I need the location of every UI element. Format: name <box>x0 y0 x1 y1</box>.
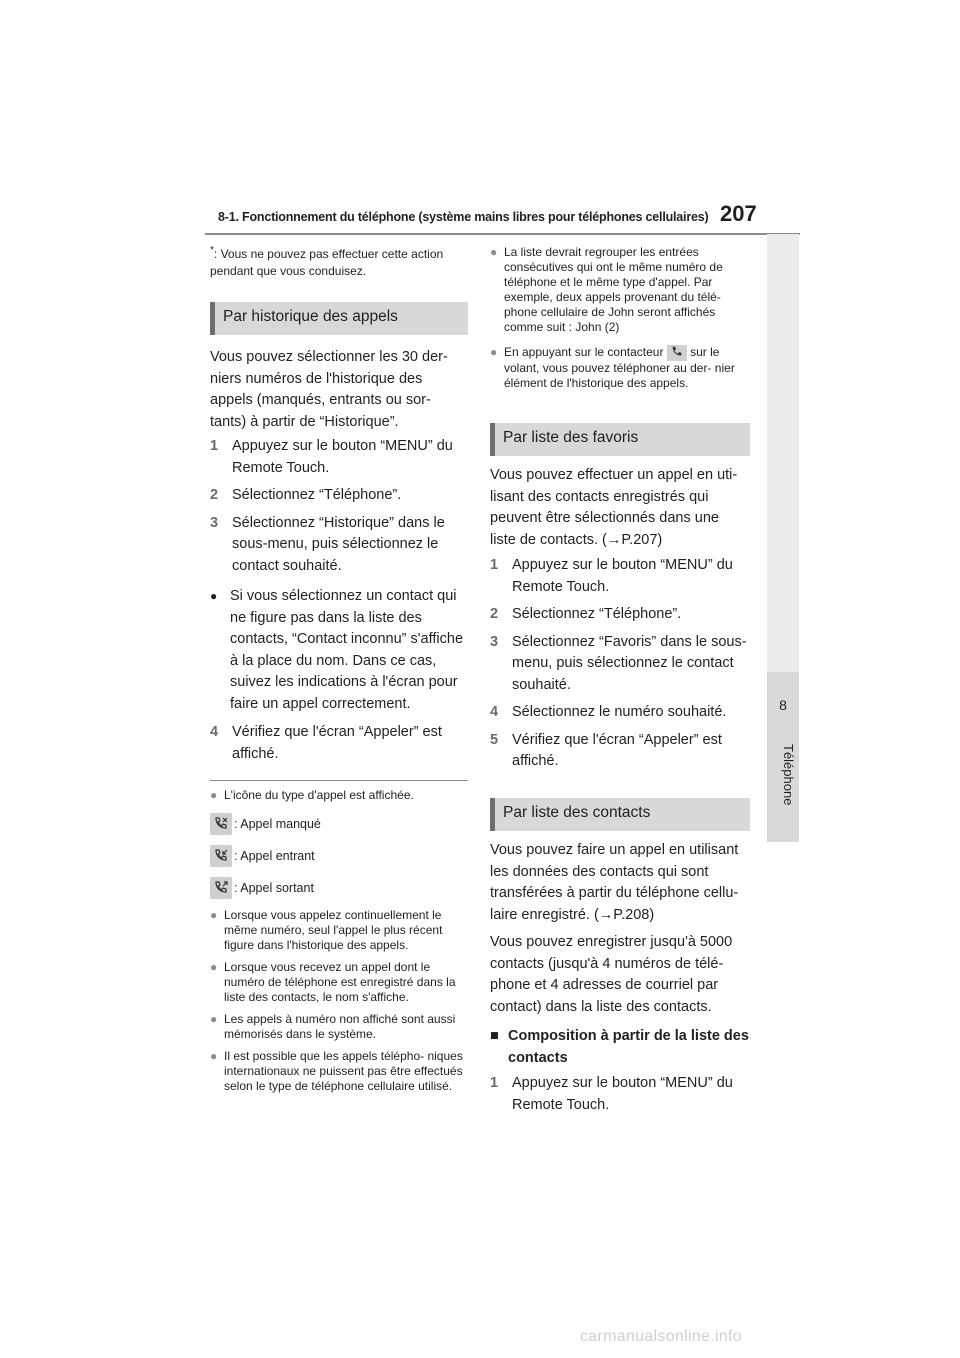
phone-switch-icon <box>667 345 687 361</box>
bullet-dot-icon: ● <box>490 245 498 259</box>
section-header: 8-1. Fonctionnement du téléphone (système mains libres pour téléphones cellulaires) <box>218 210 709 224</box>
bullet-dot-icon: ● <box>490 345 498 359</box>
bullet-dot-icon: ● <box>210 908 218 922</box>
side-tab-number: 8 <box>779 697 787 713</box>
note-unknown-contact <box>210 586 468 715</box>
historique-steps <box>210 436 468 577</box>
favoris-intro: Vous pouvez effectuer un appel en uti- lisant des contacts enregistrés qui peuvent être sélectionnés dans une liste de contacts. (→P.207) <box>490 467 738 548</box>
step-text: Vérifiez que l'écran “Appeler” est affiché. <box>232 724 442 762</box>
call-type-icons <box>210 812 470 900</box>
subheading-text: Composition à partir de la liste des contacts <box>508 1028 749 1066</box>
step-item <box>490 632 750 697</box>
bullet-text: Lorsque vous appelez continuellement le même numéro, seul l'appel le plus récent figure dans l'historique des appels. <box>224 908 443 952</box>
step-item <box>210 436 468 479</box>
step-text: Sélectionnez “Téléphone”. <box>232 487 402 503</box>
bullet-text: Les appels à numéro non affiché sont aussi mémorisés dans le système. <box>224 1012 456 1041</box>
step-item <box>490 604 750 626</box>
footnote-mark: * <box>210 245 214 256</box>
bullet-text: L'icône du type d'appel est affichée. <box>224 788 414 802</box>
step-text: Sélectionnez le numéro souhaité. <box>512 704 727 720</box>
step-number: 5 <box>490 731 499 748</box>
bullet-text: La liste devrait regrouper les entrées consécutives qui ont le même numéro de téléphone et le même type d'appel. Par exemple, deux appels provenant du télé- phone cellulaire de John seront affichés comme suit : John (2) <box>504 245 723 334</box>
bullet-dot-icon: ● <box>210 589 218 603</box>
step-item <box>490 555 750 598</box>
contacts-intro-1: Vous pouvez faire un appel en utilisant les données des contacts qui sont transférées à partir du téléphone cellu- laire enregistré. (→P.208) <box>490 842 739 923</box>
bullet-dot-icon: ● <box>210 1049 218 1063</box>
bullet-text: Lorsque vous recevez un appel dont le numéro de téléphone est enregistré dans la liste des contacts, le nom s'affiche. <box>224 960 456 1004</box>
step-item <box>210 722 468 765</box>
bullet-text: Il est possible que les appels télépho- niques internationaux ne puissent pas être effectués selon le type de téléphone cellulaire utilisé. <box>224 1049 463 1093</box>
step-number: 3 <box>490 633 499 650</box>
side-tab-label: Téléphone <box>781 744 796 806</box>
call-type-row <box>210 844 470 868</box>
bullet-dot-icon: ● <box>210 960 218 974</box>
bullet-dot-icon: ● <box>210 1012 218 1026</box>
bullet-text <box>504 345 752 391</box>
step-text: Appuyez sur le bouton “MENU” du Remote Touch. <box>512 1075 733 1113</box>
step-text: Sélectionnez “Historique” dans le sous-menu, puis sélectionnez le contact souhaité. <box>232 514 445 574</box>
subheading <box>490 1026 752 1069</box>
outgoing-call-icon <box>210 877 232 899</box>
call-type-label: : Appel sortant <box>234 881 314 895</box>
step-item <box>490 730 750 773</box>
step-item <box>490 1073 750 1116</box>
list-item <box>210 1049 468 1094</box>
contacts-intro-2: Vous pouvez enregistrer jusqu'à 5000 contacts (jusqu'à 4 numéros de télé- phone et 4 adresses de courriel par contact) dans la liste des contacts. <box>490 934 733 1015</box>
step-text: Vérifiez que l'écran “Appeler” est affiché. <box>512 731 722 769</box>
step-item <box>490 702 750 724</box>
call-type-row <box>210 876 470 900</box>
step-number: 1 <box>490 1075 499 1091</box>
incoming-call-icon <box>210 845 232 867</box>
square-bullet-icon: ■ <box>490 1028 499 1044</box>
list-item <box>210 1012 468 1042</box>
bullet-text-pre: En appuyant sur le contacteur <box>504 345 664 360</box>
step-number: 1 <box>210 438 219 454</box>
note-text: Si vous sélectionnez un contact qui ne figure pas dans la liste des contacts, “Contact inconnu” s'affiche à la place du nom. Dans ce cas, suivez les indications à l'écran pour faire un appel correctement. <box>230 588 464 712</box>
section-title-favoris: Par liste des favoris <box>490 423 750 456</box>
step-number: 2 <box>210 487 219 503</box>
call-type-row <box>210 812 470 836</box>
page-number: 207 <box>720 201 757 226</box>
call-type-label: : Appel manqué <box>234 817 321 831</box>
notes-divider <box>210 780 468 781</box>
call-type-label: : Appel entrant <box>234 849 315 863</box>
bullet-text-post: sur le volant, vous pouvez téléphoner au der- nier élément de l'historique des appels. <box>504 345 735 390</box>
footnote <box>210 242 470 280</box>
section-title-contacts: Par liste des contacts <box>490 798 750 831</box>
step-item <box>210 513 468 578</box>
list-item <box>210 788 470 803</box>
step-number: 2 <box>490 606 499 622</box>
step-number: 1 <box>490 557 499 573</box>
list-item <box>490 345 752 391</box>
step-text: Appuyez sur le bouton “MENU” du Remote Touch. <box>232 438 453 476</box>
section-title-historique: Par historique des appels <box>210 302 468 335</box>
missed-call-icon <box>210 813 232 835</box>
watermark: carmanualsonline.info <box>580 1328 742 1345</box>
right-bullets <box>490 245 752 391</box>
step-number: 4 <box>210 724 219 740</box>
step-number: 3 <box>210 514 219 531</box>
historique-intro: Vous pouvez sélectionner les 30 der- niers numéros de l'historique des appels (manqués, entrants ou sor- tants) à partir de “Historique”. <box>210 349 448 430</box>
header-divider <box>205 233 800 235</box>
historique-bullets <box>210 908 468 1094</box>
side-tab-track <box>767 234 799 672</box>
step-item <box>210 485 468 507</box>
favoris-steps <box>490 555 750 773</box>
step-text: Appuyez sur le bouton “MENU” du Remote Touch. <box>512 557 733 595</box>
step-text: Sélectionnez “Téléphone”. <box>512 606 682 622</box>
footnote-text: : Vous ne pouvez pas effectuer cette action pendant que vous conduisez. <box>210 247 444 278</box>
bullet-dot-icon: ● <box>210 788 218 802</box>
step-text: Sélectionnez “Favoris” dans le sous-menu, puis sélectionnez le contact souhaité. <box>512 633 747 693</box>
list-item <box>210 908 468 953</box>
list-item <box>490 245 752 335</box>
step-number: 4 <box>490 704 499 720</box>
list-item <box>210 960 468 1005</box>
